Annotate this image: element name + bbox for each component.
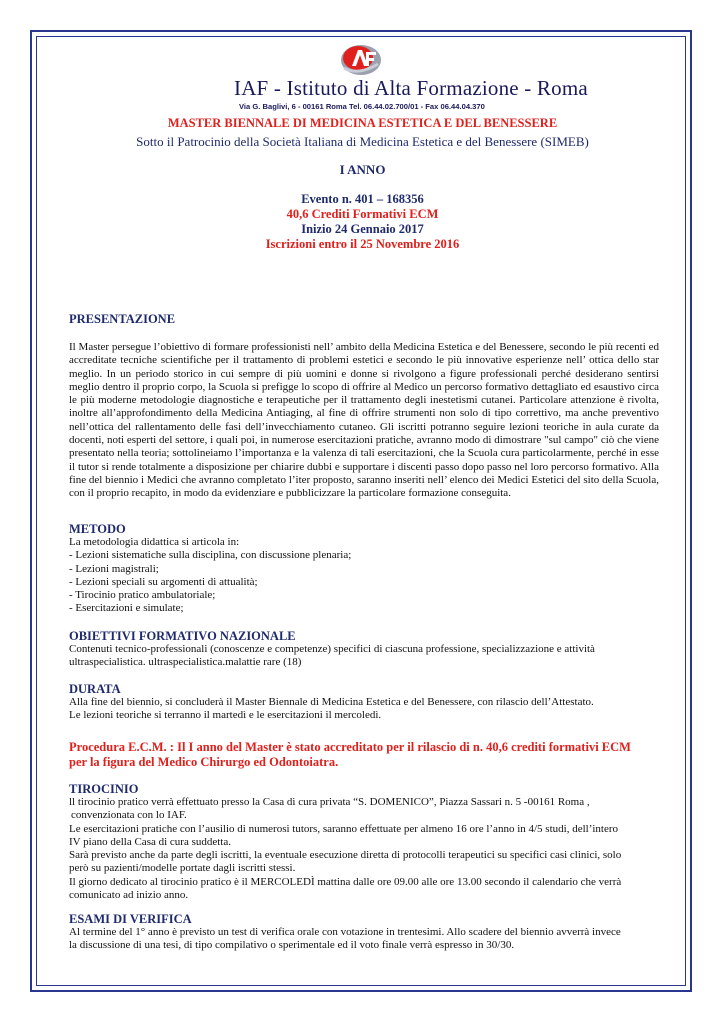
procedura-line1: Procedura E.C.M. : Il I anno del Master è stato accreditato per il rilascio di n. 40,6 crediti formativi ECM: [69, 740, 631, 754]
list-item: - Lezioni sistematiche sulla disciplina, con discussione plenaria;: [69, 549, 352, 562]
start-date: Inizio 24 Gennaio 2017: [301, 222, 424, 236]
section-presentazione: [69, 312, 659, 501]
section-metodo: [69, 522, 659, 616]
tirocinio-line: IV piano della Casa di cura suddetta.: [69, 835, 231, 848]
letterhead: [0, 42, 725, 114]
list-item: - Lezioni magistrali;: [69, 562, 159, 575]
event-number: Evento n. 401 – 168356: [301, 192, 424, 206]
tirocinio-line: Il giorno dedicato al tirocinio pratico è il MERCOLEDÌ mattina dalle ore 09.00 alle ore 13.00 secondo il calendario che verrà: [69, 875, 622, 888]
iaf-logo-icon: [338, 42, 384, 78]
presentazione-text: Il Master persegue l’obiettivo di formare professionisti nell’ ambito della Medicina Estetica e del Benessere, secondo le più recenti ed accreditate tecniche scientifiche per il trattamento di problemi estetici e secondo le più innovative esperienze nell’ ottica dello star meglio. In un periodo storico in cui sempre di più uomini e donne si rivolgono a figure professionali perché desiderano sentirsi meglio dentro il proprio corpo, la Scuola si prefigge lo scopo di offrire al Medico un percorso formativo dettagliato ed esaustivo circa le più moderne metodologie diagnostiche e terapeutiche per il trattamento degli inestetismi cutanei. Particolare attenzione è rivolta, inoltre all’approfondimento della Medicina Antiaging, al fine di offrire strumenti non solo di tipo correttivo, ma anche preventivo nell’ottica del rallentamento delle fasi dell’invecchiamento cutaneo. Gli iscritti potranno seguire lezioni teoriche in aula curate da docenti, noti esperti del settore, i quali poi, in numerose esercitazioni pratiche, avranno modo di dimostrare "sul campo" ciò che viene presentato nella teoria; sottolineiamo l’importanza e la valenza di tali esercitazioni, che la Scuola cura particolarmente, perché in esse il tutor si rende totalmente a disposizione per chiarire dubbi e supportare i discenti passo dopo passo nel loro percorso formativo. Alla fine del biennio i Medici che avranno completato l’iter proposto, saranno inseriti nell’ elenco dei Medici Estetici del sito della Scuola, con il proprio recapito, in modo da evidenziare e pubblicizzare la particolare formazione conseguita.: [69, 341, 659, 500]
tirocinio-line: comunicato ad inizio anno.: [69, 889, 189, 902]
institute-address: Via G. Baglivi, 6 - 00161 Roma Tel. 06.44.02.700/01 - Fax 06.44.04.370: [239, 102, 485, 111]
section-esami: [69, 912, 659, 953]
tirocinio-line: però su pazienti/modelle portate dagli iscritti stessi.: [69, 862, 296, 875]
metodo-heading: METODO: [69, 522, 126, 536]
list-item: - Esercitazioni e simulate;: [69, 602, 184, 615]
list-item: - Lezioni speciali su argomenti di attualità;: [69, 575, 258, 588]
institute-name: IAF - Istituto di Alta Formazione - Roma: [234, 76, 588, 100]
tirocinio-heading: TIROCINIO: [69, 782, 139, 796]
credits-line: 40,6 Crediti Formativi ECM: [286, 207, 439, 221]
esami-line: Al termine del 1° anno è previsto un test di verifica orale con votazione in trentesimi. Allo scadere del biennio avverrà invece: [69, 926, 621, 938]
enrollment-deadline: Iscrizioni entro il 25 Novembre 2016: [265, 237, 460, 251]
master-title: MASTER BIENNALE DI MEDICINA ESTETICA E DEL BENESSERE: [167, 116, 558, 130]
esami-line: la discussione di una tesi, di tipo compilativo o sperimentale ed il voto finale verrà espresso in 30/30.: [69, 939, 515, 952]
tirocinio-line: convenzionata con lo IAF.: [71, 809, 187, 822]
procedura-line2: per la figura del Medico Chirurgo ed Odontoiatra.: [69, 755, 339, 769]
esami-heading: ESAMI DI VERIFICA: [69, 912, 192, 926]
list-item: - Tirocinio pratico ambulatoriale;: [69, 589, 216, 602]
section-tirocinio: [69, 782, 659, 902]
durata-heading: DURATA: [69, 682, 121, 696]
durata-line1: Alla fine del biennio, si concluderà il Master Biennale di Medicina Estetica e del Benessere, con rilascio dell’Attestato.: [69, 696, 594, 708]
metodo-intro: La metodologia didattica si articola in:: [69, 536, 240, 548]
year-label: I ANNO: [339, 162, 386, 177]
section-obiettivi: [69, 629, 659, 670]
obiettivi-line2: ultraspecialistica. ultraspecialistica.malattie rare (18): [69, 656, 302, 669]
patronage-line: Sotto il Patrocinio della Società Italiana di Medicina Estetica e del Benessere (SIMEB): [136, 134, 589, 149]
obiettivi-heading: OBIETTIVI FORMATIVO NAZIONALE: [69, 629, 296, 643]
durata-line2: Le lezioni teoriche si terranno il martedì e le esercitazioni il mercoledì.: [69, 709, 382, 722]
section-procedura-ecm: [69, 740, 659, 770]
presentazione-heading: PRESENTAZIONE: [69, 312, 176, 326]
tirocinio-line: ll tirocinio pratico verrà effettuato presso la Casa di cura privata “S. DOMENICO”, Piazza Sassari n. 5 -00161 Roma ,: [69, 796, 590, 808]
section-durata: [69, 682, 659, 723]
obiettivi-line1: Contenuti tecnico-professionali (conoscenze e competenze) specifici di ciascuna professione, specializzazione e attività: [69, 643, 595, 655]
tirocinio-line: Sarà previsto anche da parte degli iscritti, la eventuale esecuzione diretta di protocolli terapeutici su specifici casi clinici, solo: [69, 849, 622, 862]
tirocinio-line: Le esercitazioni pratiche con l’ausilio di numerosi tutors, saranno effettuate per almeno 16 ore l’anno in 4/5 studi, dell’intero: [69, 822, 619, 835]
